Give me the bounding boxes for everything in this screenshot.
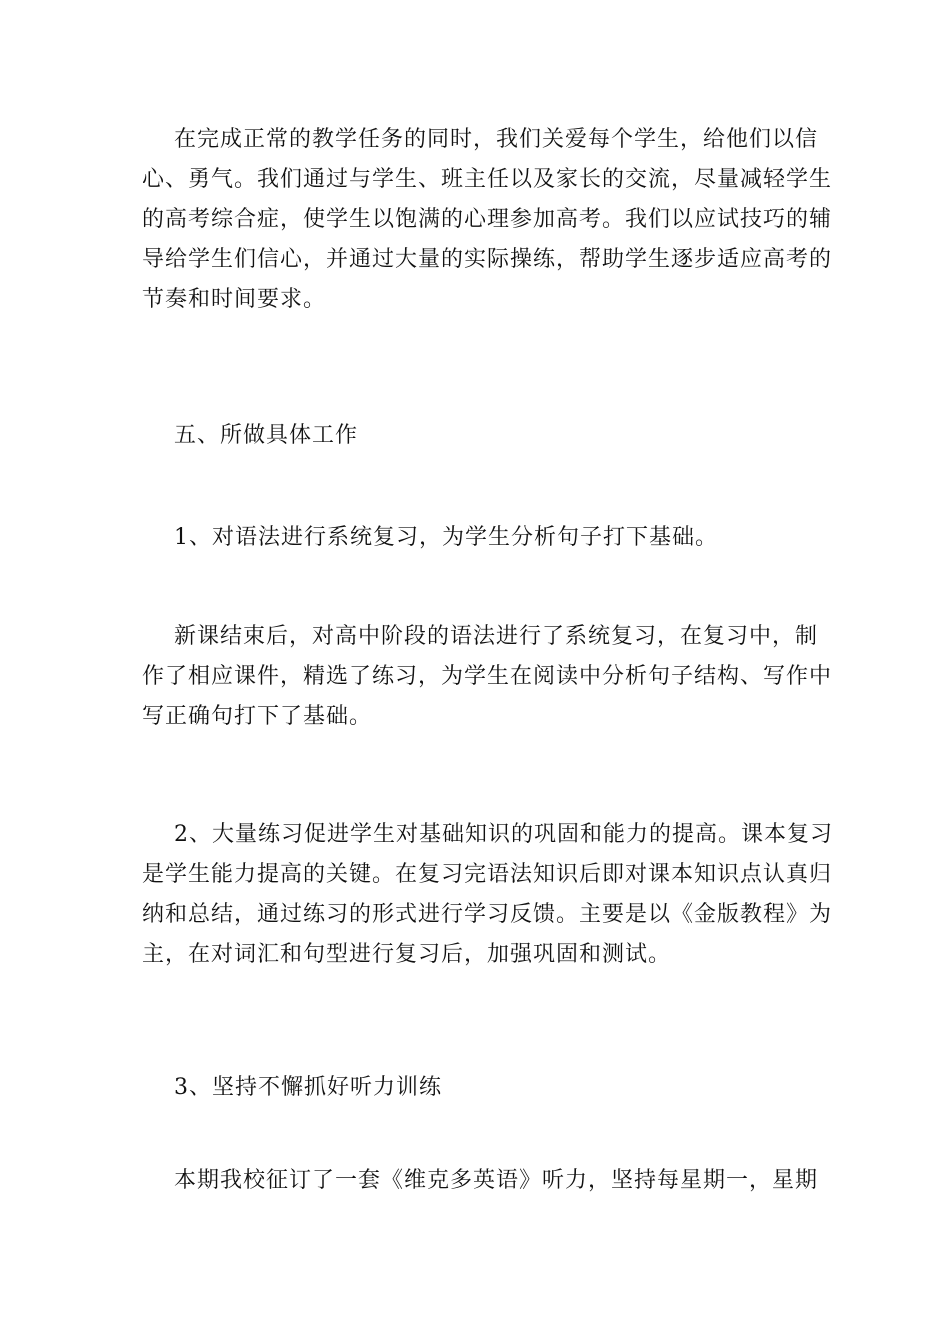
text-line: 新课结束后，对高中阶段的语法进行了系统复习，在复习中，制 xyxy=(174,624,819,649)
paragraph-listening xyxy=(142,1161,819,1201)
paragraph-care-students xyxy=(142,120,833,320)
text-line: 的高考综合症，使学生以饱满的心理参加高考。我们以应试技巧的辅 xyxy=(142,207,833,232)
text-line: 导给学生们信心，并通过大量的实际操练，帮助学生逐步适应高考的 xyxy=(142,247,833,272)
text-line: 作了相应课件，精选了练习，为学生在阅读中分析句子结构、写作中 xyxy=(142,664,833,689)
text-line: 主，在对词汇和句型进行复习后，加强巩固和测试。 xyxy=(142,942,672,967)
heading-text: 1、对语法进行系统复习，为学生分析句子打下基础。 xyxy=(174,525,718,550)
section-heading xyxy=(142,416,810,456)
text-line: 在完成正常的教学任务的同时，我们关爱每个学生，给他们以信 xyxy=(174,127,819,152)
text-line: 心、勇气。我们通过与学生、班主任以及家长的交流，尽量减轻学生 xyxy=(142,167,833,192)
text-line: 节奏和时间要求。 xyxy=(142,287,327,312)
item-heading-1 xyxy=(142,518,810,558)
text-line: 2、大量练习促进学生对基础知识的巩固和能力的提高。课本复习 xyxy=(174,822,833,847)
text-line: 写正确句打下了基础。 xyxy=(142,704,373,729)
text-line: 本期我校征订了一套《维克多英语》听力，坚持每星期一，星期 xyxy=(174,1168,819,1193)
text-line: 纳和总结，通过练习的形式进行学习反馈。主要是以《金版教程》为 xyxy=(142,902,833,927)
heading-text: 3、坚持不懈抓好听力训练 xyxy=(174,1075,442,1100)
item-heading-3 xyxy=(142,1068,810,1108)
text-line: 是学生能力提高的关键。在复习完语法知识后即对课本知识点认真归 xyxy=(142,862,833,887)
paragraph-practice xyxy=(142,815,833,975)
paragraph-grammar-review xyxy=(142,617,833,737)
heading-text: 五、所做具体工作 xyxy=(174,423,359,448)
